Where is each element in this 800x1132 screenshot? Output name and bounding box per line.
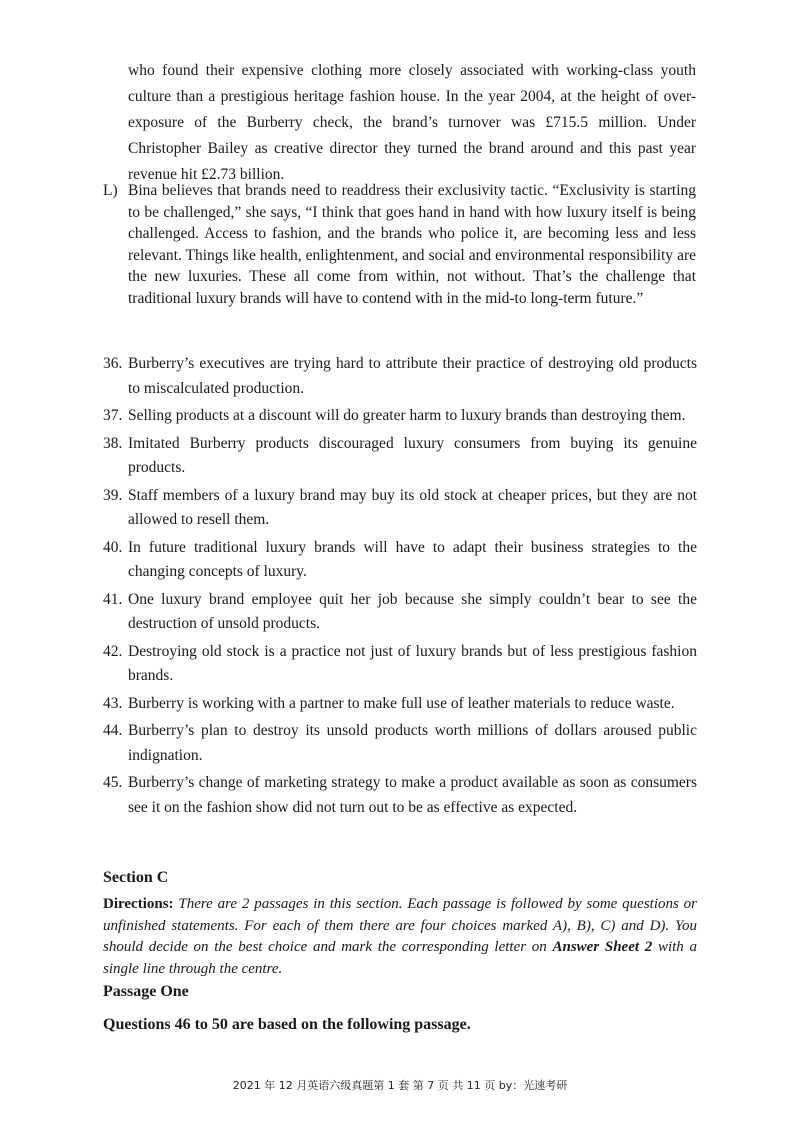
paragraph-l-text: Bina believes that brands need to readdress their exclusivity tactic. “Exclusivity is starting to be challenged,” she says, “I think that goes hand in hand with how luxury itself is being challenged. Access to fashion, and the brands who police it, are becoming less and less relevant. Things like health, enlightenment, and social and environmental responsibility are the new luxuries. These all come from within, not without. That’s the challenge that traditional luxury brands will have to contend with in the mid-to long-term future.” [128,182,696,307]
question-number: 39. [103,486,123,504]
question-text: Staff members of a luxury brand may buy its old stock at cheaper prices, but they are not allowed to resell them. [128,486,697,528]
question-number: 44. [103,722,123,739]
passage-title: Passage One [103,983,189,1000]
question-text: Burberry’s change of marketing strategy to make a product available as soon as consumers see it on the fashion show did not turn out to be as effective as expected. [128,774,697,816]
question-text: Burberry’s executives are trying hard to attribute their practice of destroying old products to miscalculated production. [128,355,697,397]
question-text: Burberry is working with a partner to make full use of leather materials to reduce waste. [128,694,675,712]
question-number: 41. [103,590,123,608]
question-item [103,719,697,768]
directions-text-end: with a single line through the centre. [103,939,697,977]
question-item [103,484,697,533]
question-list [103,352,697,823]
question-text: Burberry’s plan to destroy its unsold products worth millions of dollars aroused public indignation. [128,722,697,764]
paragraph-l [103,180,696,310]
directions-text: There are 2 passages in this section. Each passage is followed by some questions or unfinished statements. For each of them there are four choices marked A), B), C) and D). You should decide on the best choice and mark the corresponding letter on [103,896,697,955]
continuation-paragraph: who found their expensive clothing more closely associated with working-class youth culture than a prestigious heritage fashion house. In the year 2004, at the height of over-exposure of the Burberry check, the brand’s turnover was £715.5 million. Under Christopher Bailey as creative director they turned the brand around and this past year revenue hit £2.73 billion. [128,62,696,183]
directions-answer-sheet: Answer Sheet 2 [552,939,653,955]
question-text: In future traditional luxury brands will have to adapt their business strategies to the changing concepts of luxury. [128,538,697,580]
question-item [103,536,697,585]
question-number: 36. [103,355,123,372]
question-number: 43. [103,694,123,712]
question-item [103,640,697,689]
question-number: 38. [103,434,123,452]
paragraph-l-marker: L) [103,182,118,199]
question-number: 42. [103,642,123,660]
directions-label: Directions: [103,896,174,912]
question-text: Selling products at a discount will do greater harm to luxury brands than destroying them. [128,407,686,424]
question-item [103,692,697,717]
question-item [103,432,697,481]
question-number: 45. [103,774,123,791]
question-item [103,352,697,401]
question-text: Destroying old stock is a practice not just of luxury brands but of less prestigious fashion brands. [128,642,697,684]
question-text: Imitated Burberry products discouraged luxury consumers from buying its genuine products. [128,434,697,476]
question-item [103,588,697,637]
question-item [103,771,697,820]
page-footer: 2021 年 12 月英语六级真题第 1 套 第 7 页 共 11 页 by：光速考研 [232,1079,568,1092]
section-c-title: Section C [103,869,169,886]
question-text: One luxury brand employee quit her job because she simply couldn’t bear to see the destruction of unsold products. [128,590,697,632]
questions-intro: Questions 46 to 50 are based on the following passage. [103,1016,471,1033]
question-number: 40. [103,538,123,556]
question-item [103,404,697,429]
section-c-directions [103,894,697,980]
question-number: 37. [103,407,123,424]
